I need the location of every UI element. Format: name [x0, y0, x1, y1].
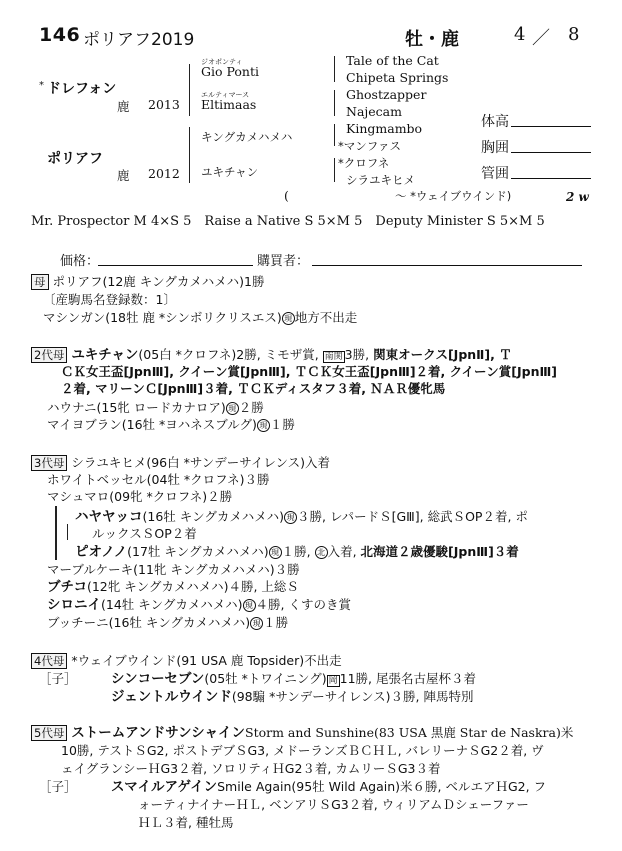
active-mark: 現 [257, 419, 270, 432]
grandchild-2 [75, 543, 519, 561]
region-mark: 岡 [328, 676, 338, 686]
dam-produce-1-record: 地方不出走 [294, 310, 358, 325]
gen4-child-1 [111, 670, 476, 688]
dam-color: 鹿 [117, 168, 130, 183]
gen4-child-1-pedigree: (05牡 *トワイニング) [204, 671, 327, 686]
buyer-label: 購買者： [257, 254, 310, 269]
grandchild-1-record: ３勝, レパードＳ[GⅢ], 総武ＳOP２着, ポ [297, 509, 528, 524]
sex-color: 牡・鹿 [405, 29, 459, 50]
price-field[interactable] [98, 265, 253, 266]
gen3-4: Najecam [346, 104, 402, 119]
gen5-child-1 [111, 778, 546, 796]
lot-number: 146 [39, 24, 81, 46]
dam-sire-name: キングカメハメハ [201, 130, 293, 144]
region-mark: 南関 [324, 352, 343, 362]
active-mark: 現 [282, 312, 295, 325]
height-label: 体高 [481, 114, 509, 130]
sire-dam-name: Eltimaas [201, 97, 257, 112]
gen4-child-2 [111, 688, 473, 706]
gen2-child-1-record: ２勝 [238, 400, 264, 415]
gen2-section-label: 2代母 [31, 347, 67, 363]
gen5-child-record: Smile Again(95牡 Wild Again)米６勝, ベルエアＨG2, フ [217, 779, 547, 794]
gen2-record-a: (05白 *クロフネ)2勝, ミモザ賞, [138, 347, 323, 362]
gen5-section-label: 5代母 [31, 725, 67, 741]
active-mark: 現 [243, 599, 256, 612]
gen4-child-marker: ［子］ [39, 671, 77, 686]
pedigree-bracket-2 [334, 90, 335, 116]
birth-month: 4 [514, 24, 526, 45]
gen4-child-2-record: (98騸 *サンデーサイレンス)３勝, 陣馬特別 [231, 689, 474, 704]
gen3-8: シラユキヒメ [346, 173, 415, 187]
gen4-child-1-record: 11勝, 尾張名古屋杯３着 [339, 671, 476, 686]
gen2-child-1 [47, 399, 264, 416]
gen3-child-4 [47, 578, 299, 596]
sire-sire-name: Gio Ponti [201, 64, 259, 79]
active-mark: 現 [284, 511, 297, 524]
gen2-line-2: ＣＫ女王盃[JpnⅢ], クイーン賞[JpnⅢ], ＴＣＫ女王盃[JpnⅢ]２着, クイーン賞[JpnⅢ] [61, 364, 558, 379]
grandchild-2-record-c: 北海道２歳優駿[JpnⅢ]３着 [360, 544, 519, 559]
buyer-field[interactable] [312, 265, 582, 266]
pedigree-bracket-sire [189, 64, 190, 116]
active-mark: 現 [226, 402, 239, 415]
gen2-dam-name: ユキチャン [71, 347, 139, 363]
gen4-child-1-name: シンコーセブン [111, 671, 205, 687]
grandchild-2-record-b: 入着, [327, 544, 361, 559]
dam-produce-1-name: マシンガン(18牡 鹿 *シンボリクリスエス) [43, 310, 282, 325]
gen3-5: Kingmambo [346, 121, 423, 136]
dam-section-label: 母 [31, 274, 49, 290]
descendant-bracket-inner [67, 524, 68, 540]
gen2-record-c: 関東オークス[JpnⅡ], Ｔ [373, 347, 512, 362]
gen2-record-b: 3勝, [344, 347, 374, 362]
gen2-child-2-record: １勝 [269, 417, 295, 432]
sire-year: 2013 [148, 97, 180, 112]
gen3-3: Ghostzapper [346, 87, 427, 102]
gen5-dam-name: ストームアンドサンシャイン [71, 725, 245, 741]
dam-dam-name: ユキチャン [201, 165, 259, 179]
pedigree-bracket-3 [334, 124, 335, 146]
region-mark: 北 [315, 546, 328, 559]
gen5-dam-record: Storm and Sunshine(83 USA 黒鹿 Star de Naskra)米 [245, 725, 574, 740]
gen3-child-5-name: シロニイ [47, 597, 101, 613]
gen5-line-3: ェイグランシーＨG3２着, ソロリティＨG2３着, カムリーＳG3３着 [61, 761, 441, 776]
family-number: 2 w [566, 190, 589, 204]
grandchild-1-pedigree: (16牡 キングカメハメハ) [142, 509, 285, 524]
gen3-child-4-record: (12牝 キングカメハメハ)４勝, 上総Ｓ [86, 579, 299, 594]
dam-year: 2012 [148, 166, 180, 181]
birth-day: 8 [568, 24, 580, 45]
grandchild-1-cont: ルックスＳOP２着 [92, 526, 197, 541]
chest-field[interactable] [511, 152, 591, 153]
grandchild-2-name: ピオノノ [75, 544, 128, 560]
gen3-child-2: マシュマロ(09牝 *クロフネ)２勝 [47, 489, 233, 504]
cannon-field[interactable] [511, 178, 591, 179]
gen3-child-6-name: ブッチーニ(16牡 キングカメハメハ) [47, 615, 251, 630]
horse-name: ポリアフ2019 [83, 30, 195, 50]
gen3-child-5-record: ４勝, くすのき賞 [255, 597, 351, 612]
gen4-child-2-name: ジェントルウインド [111, 689, 232, 705]
grandchild-2-record: １勝, [281, 544, 315, 559]
gen3-child-5-pedigree: (14牡 キングカメハメハ) [101, 597, 243, 612]
family-note: ～ *ウェイブウインド) [395, 189, 512, 203]
dam-produce-1 [43, 309, 357, 326]
gen2-line-1 [31, 346, 512, 364]
gen3-child-5 [47, 596, 351, 614]
gen5-line-2: 10勝, テストＳG2, ポストデブＳG3, メドーランズＢＣＨＬ, バレリーナＳG2２着, ヴ [61, 743, 544, 758]
grandchild-1-name: ハヤヤッコ [75, 509, 143, 525]
gen2-child-2 [47, 416, 295, 433]
gen4-line-1 [31, 652, 342, 669]
gen3-child-3: マーブルケーキ(11牝 キングカメハメハ)３勝 [47, 562, 300, 577]
gen2-line-3: ２着, マリーンＣ[JpnⅢ]３着, ＴＣＫディスタフ３着, ＮＡＲ優牝馬 [61, 381, 446, 396]
birth-date-slash: ／ [532, 28, 550, 49]
sire-color: 鹿 [117, 99, 130, 114]
gen3-7: *クロフネ [338, 156, 390, 170]
pedigree-bracket-dam [189, 127, 190, 183]
gen5-child-cont-2: ＨＬ３着, 種牡馬 [138, 815, 234, 830]
gen3-line-1 [31, 454, 330, 471]
dam-record: ポリアフ(12鹿 キングカメハメハ)1勝 [52, 274, 265, 289]
dam-name: ポリアフ [47, 151, 103, 167]
dam-line-1 [31, 273, 264, 290]
family-open-paren: ( [284, 188, 289, 203]
sire-import-mark: * [39, 80, 44, 91]
gen3-2: Chipeta Springs [346, 70, 449, 85]
gen3-child-1: ホワイトベッセル(04牡 *クロフネ)３勝 [47, 472, 270, 487]
dam-foal-count: 〔産駒馬名登録数：1〕 [43, 292, 176, 307]
gen3-child-4-name: ブチコ [47, 579, 87, 595]
price-label: 価格： [60, 254, 100, 269]
active-mark: 現 [269, 546, 282, 559]
gen5-child-name: スマイルアゲイン [111, 779, 218, 795]
sire-dam-kana: エルティマース [201, 91, 250, 99]
gen5-child-marker: ［子］ [39, 779, 77, 794]
gen3-1: Tale of the Cat [346, 53, 439, 68]
gen3-child-6-record: １勝 [263, 615, 289, 630]
descendant-bracket [55, 506, 57, 560]
grandchild-2-pedigree: (17牡 キングカメハメハ) [127, 544, 269, 559]
inbreeding-line: Mr. Prospector M 4×S 5 Raise a Native S 5×M 5 Deputy Minister S 5×M 5 [31, 214, 545, 229]
gen3-dam-record: シラユキヒメ(96白 *サンデーサイレンス)入着 [71, 455, 331, 470]
gen3-6: *マンファス [338, 139, 402, 153]
height-field[interactable] [511, 126, 591, 127]
gen5-line-1 [31, 724, 573, 742]
cannon-label: 管囲 [481, 166, 509, 182]
pedigree-bracket-4 [334, 158, 335, 182]
chest-label: 胸囲 [481, 140, 509, 156]
gen3-section-label: 3代母 [31, 455, 67, 471]
gen5-child-cont-1: ォーティナイナーＨＬ, ベンアリＳG3２着, ウィリアムＤシェーファー [138, 797, 529, 812]
sire-name: ドレフォン [47, 81, 117, 97]
gen2-child-1-name: ハウナニ(15牝 ロードカナロア) [47, 400, 226, 415]
sire-sire-kana: ジオポンティ [201, 58, 243, 66]
pedigree-bracket-1 [334, 56, 335, 82]
gen2-child-2-name: マイヨブラン(16牡 *ヨハネスブルグ) [47, 417, 257, 432]
active-mark: 現 [250, 617, 263, 630]
grandchild-1 [75, 508, 528, 526]
gen4-section-label: 4代母 [31, 653, 67, 669]
gen4-dam-record: *ウェイブウインド(91 USA 鹿 Topsider)不出走 [71, 653, 342, 668]
gen3-child-6 [47, 614, 288, 631]
